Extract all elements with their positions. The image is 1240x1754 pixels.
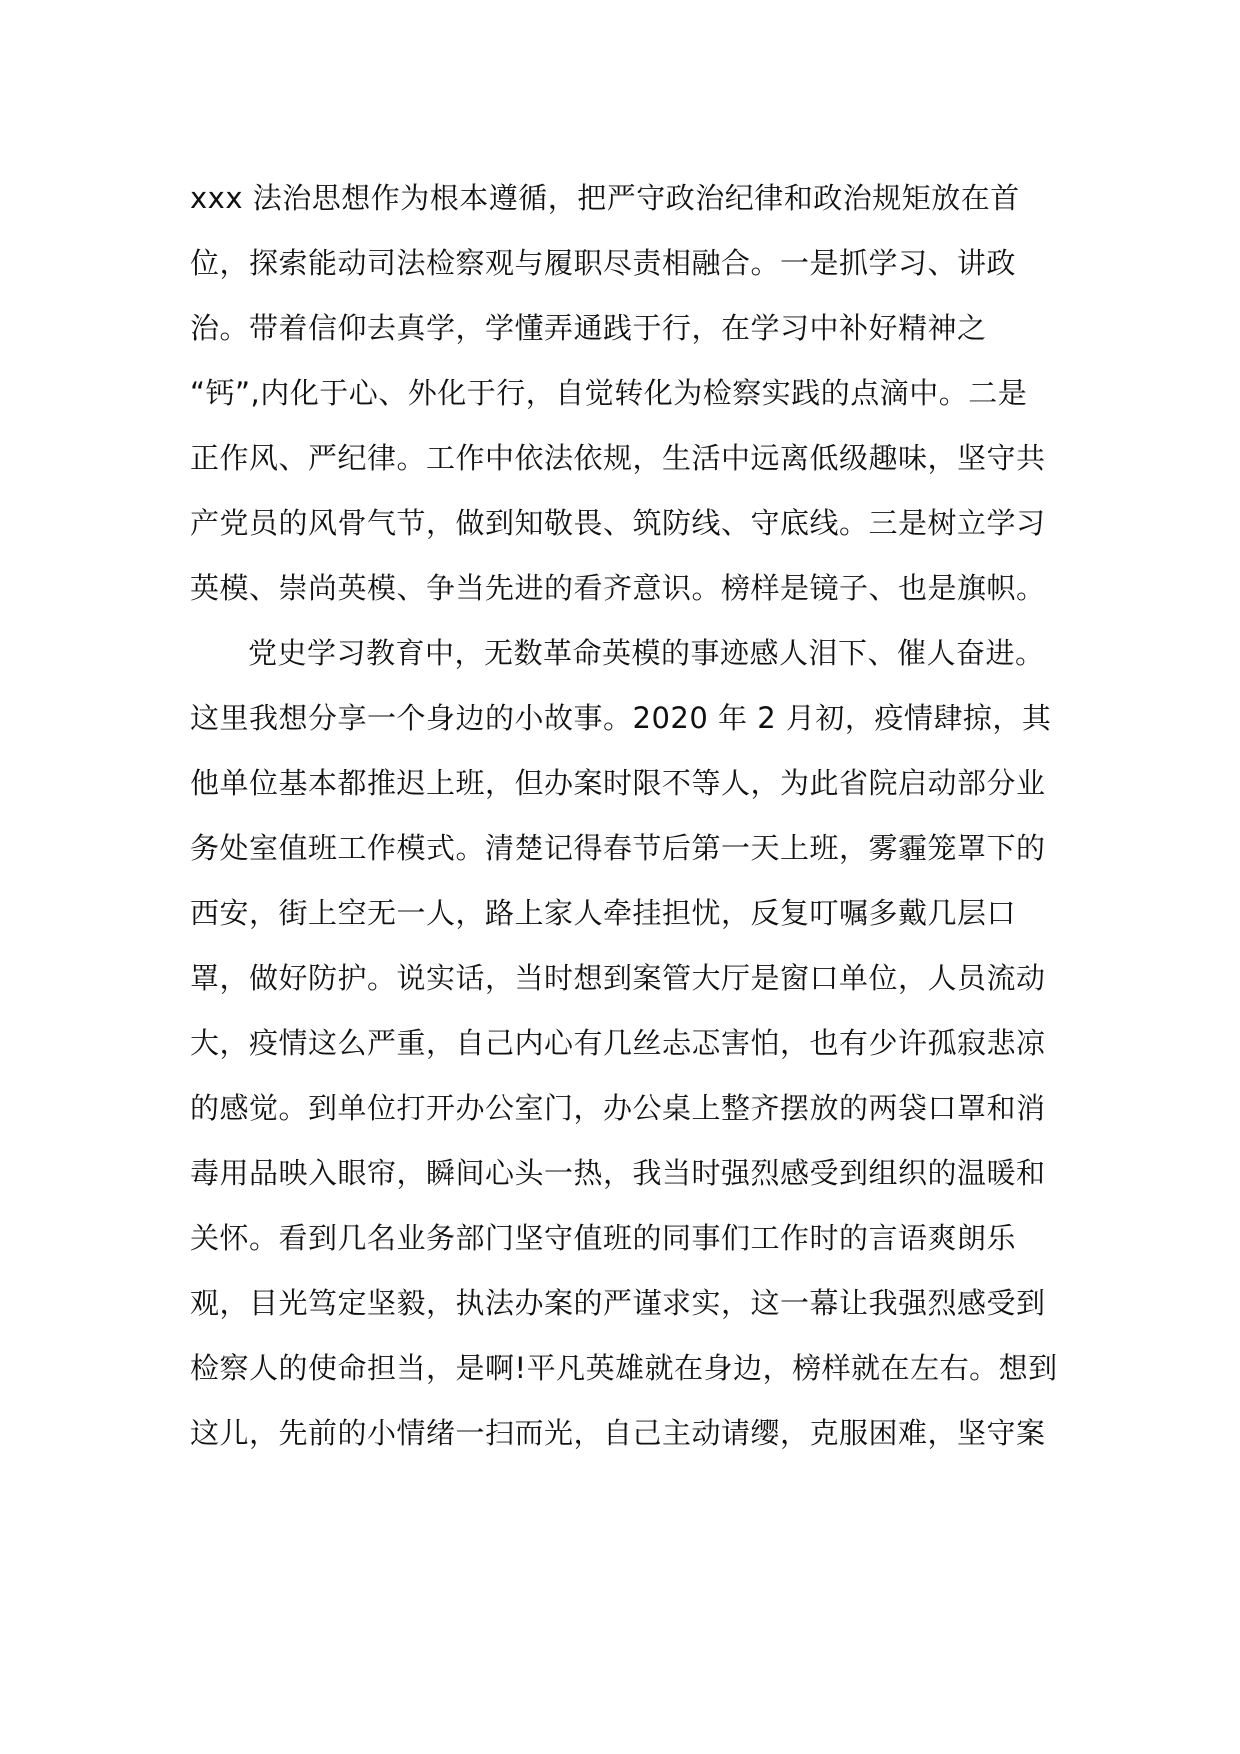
text-line: xxx 法治思想作为根本遵循，把严守政治纪律和政治规矩放在首 — [190, 181, 1020, 215]
text-line: 关怀。看到几名业务部门坚守值班的同事们工作时的言语爽朗乐 — [190, 1221, 1017, 1255]
text-line: 西安，街上空无一人，路上家人牵挂担忧，反复叮嘱多戴几层口 — [190, 896, 1017, 930]
text-line: 务处室值班工作模式。清楚记得春节后第一天上班，雾霾笼罩下的 — [190, 831, 1046, 865]
text-line: 毒用品映入眼帘，瞬间心头一热，我当时强烈感受到组织的温暖和 — [190, 1156, 1046, 1190]
text-line: 这里我想分享一个身边的小故事。2020 年 2 月初，疫情肆掠，其 — [190, 701, 1052, 735]
text-line: 位，探索能动司法检察观与履职尽责相融合。一是抓学习、讲政 — [190, 246, 1017, 280]
text-line: 罩，做好防护。说实话，当时想到案管大厅是窗口单位，人员流动 — [190, 961, 1046, 995]
body-text — [190, 166, 1070, 1466]
text-line: 检察人的使命担当，是啊!平凡英雄就在身边，榜样就在左右。想到 — [190, 1351, 1058, 1385]
text-line: 他单位基本都推迟上班，但办案时限不等人，为此省院启动部分业 — [190, 766, 1046, 800]
text-line: 治。带着信仰去真学，学懂弄通践于行，在学习中补好精神之 — [190, 311, 987, 345]
text-line: “钙”,内化于心、外化于行，自觉转化为检察实践的点滴中。二是 — [190, 376, 1028, 410]
paragraph-first-line: 党史学习教育中，无数革命英模的事迹感人泪下、催人奋进。 — [248, 636, 1045, 670]
text-line: 大，疫情这么严重，自己内心有几丝忐忑害怕，也有少许孤寂悲凉 — [190, 1026, 1046, 1060]
text-line: 观，目光笃定坚毅，执法办案的严谨求实，这一幕让我强烈感受到 — [190, 1286, 1046, 1320]
text-line: 产党员的风骨气节，做到知敬畏、筑防线、守底线。三是树立学习 — [190, 506, 1046, 540]
text-line: 英模、崇尚英模、争当先进的看齐意识。榜样是镜子、也是旗帜。 — [190, 571, 1046, 605]
text-line: 正作风、严纪律。工作中依法依规，生活中远离低级趣味，坚守共 — [190, 441, 1046, 475]
text-line: 的感觉。到单位打开办公室门，办公桌上整齐摆放的两袋口罩和消 — [190, 1091, 1046, 1125]
text-line: 这儿，先前的小情绪一扫而光，自己主动请缨，克服困难，坚守案 — [190, 1416, 1046, 1450]
